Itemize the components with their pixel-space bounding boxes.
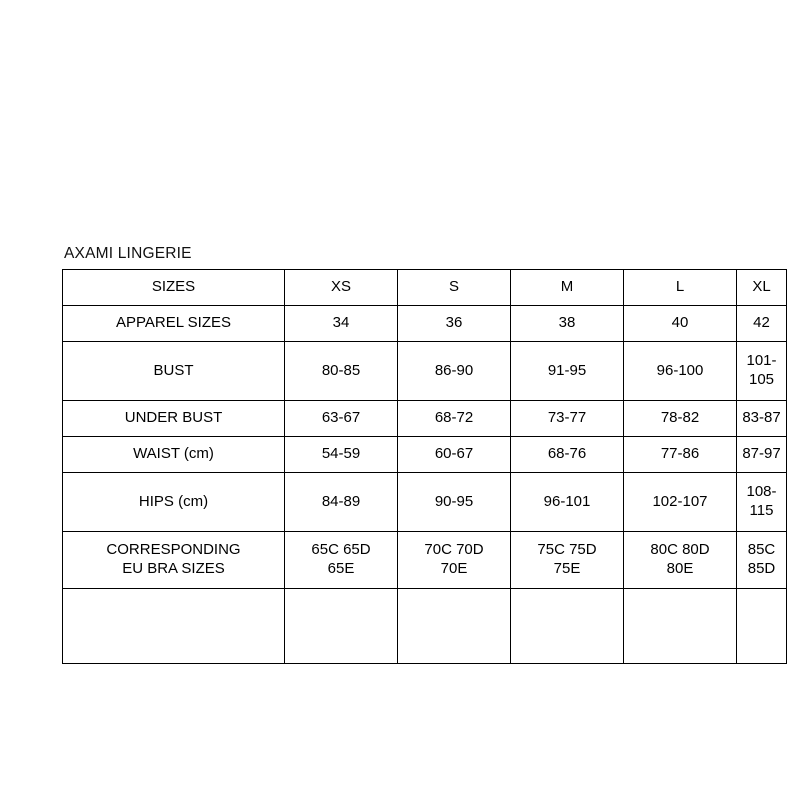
- cell-waist-l: 77-86: [624, 437, 737, 473]
- table-row-blank: [63, 589, 787, 664]
- cell-bra-m-line2: 75E: [553, 560, 581, 577]
- cell-waist-m: 68-76: [511, 437, 624, 473]
- size-chart-table: [62, 269, 787, 664]
- cell-bra-l: [624, 532, 737, 589]
- cell-bra-xs-line2: 65E: [327, 560, 355, 577]
- row-label-hips: HIPS (cm): [63, 473, 285, 532]
- cell-bra-s-line2: 70E: [440, 560, 468, 577]
- cell-bra-xs: [285, 532, 398, 589]
- cell-waist-xs: 54-59: [285, 437, 398, 473]
- cell-blank-l: [624, 589, 737, 664]
- cell-blank-s: [398, 589, 511, 664]
- cell-bust-xl-line1: 101-: [746, 352, 777, 370]
- cell-blank-m: [511, 589, 624, 664]
- cell-bra-s-line1: 70C 70D: [424, 541, 484, 559]
- table-row-bust: [63, 342, 787, 401]
- cell-apparel-m: 38: [511, 306, 624, 342]
- cell-hips-xs: 84-89: [285, 473, 398, 532]
- cell-bust-l: 96-100: [624, 342, 737, 401]
- cell-bust-m: 91-95: [511, 342, 624, 401]
- cell-hips-xl: [737, 473, 787, 532]
- cell-hips-l: 102-107: [624, 473, 737, 532]
- cell-underbust-xs: 63-67: [285, 401, 398, 437]
- row-label-under-bust: UNDER BUST: [63, 401, 285, 437]
- cell-bra-xs-line1: 65C 65D: [311, 541, 371, 559]
- row-label-waist: WAIST (cm): [63, 437, 285, 473]
- cell-sizes-xl: XL: [737, 270, 787, 306]
- cell-bra-xl: [737, 532, 787, 589]
- cell-bra-m: [511, 532, 624, 589]
- cell-bra-xl-line1: 85C: [747, 541, 776, 559]
- cell-bust-xl-line2: 105: [748, 371, 775, 388]
- cell-underbust-l: 78-82: [624, 401, 737, 437]
- cell-bust-xl: [737, 342, 787, 401]
- cell-blank-xs: [285, 589, 398, 664]
- cell-apparel-s: 36: [398, 306, 511, 342]
- table-row-corresponding-eu-bra-sizes: [63, 532, 787, 589]
- table-row-sizes: [63, 270, 787, 306]
- cell-underbust-xl: 83-87: [737, 401, 787, 437]
- cell-hips-xl-line1: 108-: [746, 483, 777, 501]
- cell-sizes-s: S: [398, 270, 511, 306]
- table-row-under-bust: [63, 401, 787, 437]
- row-label-apparel-sizes: APPAREL SIZES: [63, 306, 285, 342]
- cell-hips-xl-line2: 115: [749, 502, 774, 519]
- cell-bra-m-line1: 75C 75D: [537, 541, 597, 559]
- cell-apparel-xl: 42: [737, 306, 787, 342]
- cell-bra-l-line2: 80E: [666, 560, 694, 577]
- row-label-sizes: SIZES: [63, 270, 285, 306]
- cell-apparel-l: 40: [624, 306, 737, 342]
- cell-underbust-m: 73-77: [511, 401, 624, 437]
- cell-sizes-m: M: [511, 270, 624, 306]
- cell-waist-s: 60-67: [398, 437, 511, 473]
- cell-blank-xl: [737, 589, 787, 664]
- cell-bra-l-line1: 80C 80D: [650, 541, 710, 559]
- row-label-bust: BUST: [63, 342, 285, 401]
- table-row-waist: [63, 437, 787, 473]
- cell-hips-m: 96-101: [511, 473, 624, 532]
- cell-underbust-s: 68-72: [398, 401, 511, 437]
- cell-sizes-xs: XS: [285, 270, 398, 306]
- cell-sizes-l: L: [624, 270, 737, 306]
- table-row-hips: [63, 473, 787, 532]
- cell-bust-s: 86-90: [398, 342, 511, 401]
- brand-title: AXAMI LINGERIE: [64, 245, 192, 262]
- row-label-corresponding-line1: CORRESPONDING: [106, 541, 241, 559]
- cell-bra-s: [398, 532, 511, 589]
- cell-hips-s: 90-95: [398, 473, 511, 532]
- cell-apparel-xs: 34: [285, 306, 398, 342]
- size-chart-sheet: [62, 245, 786, 664]
- cell-waist-xl: 87-97: [737, 437, 787, 473]
- row-label-corresponding-eu-bra-sizes: [63, 532, 285, 589]
- cell-bra-xl-line2: 85D: [747, 560, 776, 577]
- cell-blank-label: [63, 589, 285, 664]
- cell-bust-xs: 80-85: [285, 342, 398, 401]
- row-label-corresponding-line2: EU BRA SIZES: [122, 560, 225, 577]
- table-row-apparel-sizes: [63, 306, 787, 342]
